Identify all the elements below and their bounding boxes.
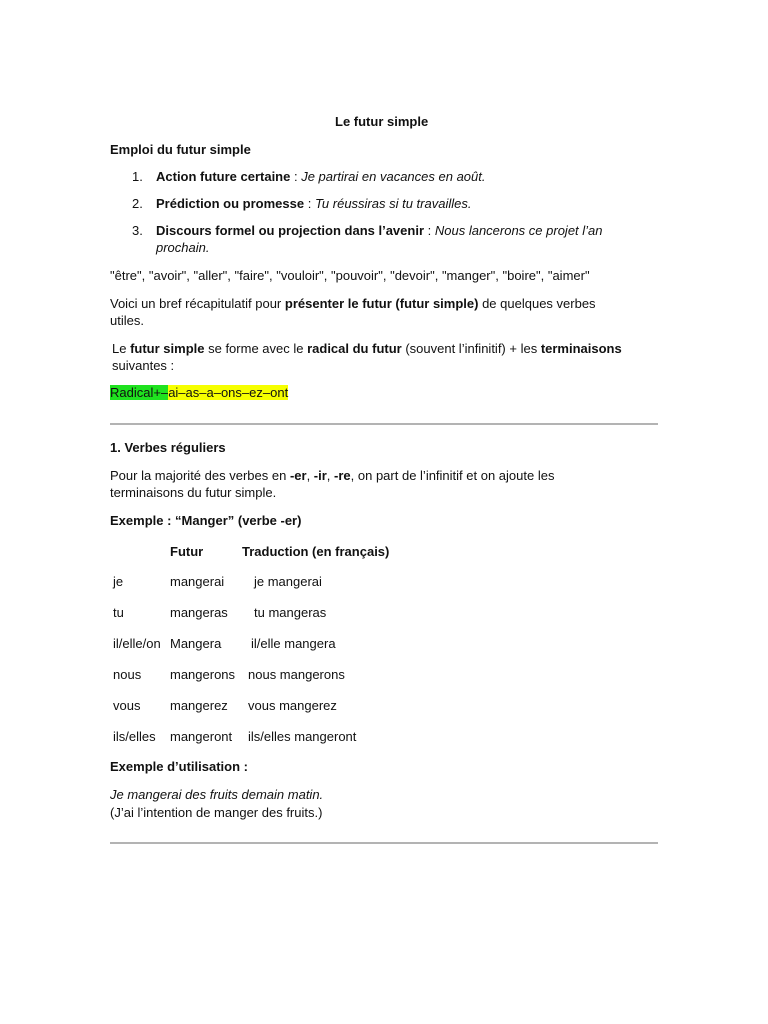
- table-cell-pronoun: ils/elles: [113, 729, 156, 744]
- section-heading: 1. Verbes réguliers: [110, 440, 226, 455]
- table-cell-future: Mangera: [170, 636, 222, 651]
- intro-ending-ir: -ir: [313, 468, 327, 483]
- table-cell-pronoun: vous: [113, 698, 141, 713]
- verbs-list-line: "être", "avoir", "aller", "faire", "vouloir", "pouvoir", "devoir", "manger", "boire", "aimer": [110, 268, 590, 283]
- formation-text: (souvent l’infinitif) + les: [401, 341, 541, 356]
- list-number: 2.: [132, 196, 143, 211]
- intro-comma: ,: [326, 468, 335, 483]
- formula-endings-highlight: ai–as–a–ons–ez–ont: [168, 385, 289, 400]
- usage-example-translation: (J’ai l’intention de manger des fruits.): [110, 805, 323, 820]
- table-cell-translation: vous mangerez: [248, 698, 337, 713]
- table-cell-future: mangeront: [170, 729, 233, 744]
- recap-bold: présenter le futur (futur simple): [284, 296, 479, 311]
- list-separator: :: [290, 169, 302, 184]
- list-text: [156, 168, 485, 185]
- table-cell-pronoun: nous: [113, 667, 142, 682]
- usage-heading: Emploi du futur simple: [110, 142, 251, 157]
- table-cell-future: mangeras: [170, 605, 228, 620]
- table-cell-pronoun: tu: [113, 605, 124, 620]
- formation-text: se forme avec le: [204, 341, 308, 356]
- table-cell-translation: il/elle mangera: [251, 636, 336, 651]
- intro-comma: ,: [306, 468, 314, 483]
- list-separator: :: [304, 196, 315, 211]
- recap-text-end: de quelques verbes utiles.: [110, 296, 596, 328]
- usage-example-heading: Exemple d’utilisation :: [110, 759, 248, 774]
- list-text: [156, 222, 626, 256]
- list-text: [156, 195, 471, 212]
- list-example: Tu réussiras si tu travailles.: [314, 196, 472, 211]
- table-header: Futur: [170, 544, 204, 559]
- table-cell-pronoun: il/elle/on: [113, 636, 161, 651]
- intro-ending-re: -re: [334, 468, 351, 483]
- table-cell-translation: tu mangeras: [254, 605, 327, 620]
- list-label: Discours formel ou projection dans l’avenir: [156, 223, 425, 238]
- table-cell-future: mangerons: [170, 667, 236, 682]
- table-cell-translation: nous mangerons: [248, 667, 345, 682]
- list-label: Action future certaine: [156, 169, 291, 184]
- endings-formula: [110, 384, 288, 401]
- table-cell-translation: ils/elles mangeront: [248, 729, 357, 744]
- list-separator: :: [424, 223, 435, 238]
- horizontal-divider: [110, 423, 658, 425]
- list-example: Nous lancerons ce projet l’an prochain.: [156, 223, 603, 255]
- intro-ending-er: -er: [289, 468, 307, 483]
- list-number: 3.: [132, 223, 143, 238]
- recap-paragraph: [110, 295, 630, 329]
- horizontal-divider: [110, 842, 658, 844]
- intro-text-end: , on part de l’infinitif et on ajoute les terminaisons du futur simple.: [110, 468, 555, 500]
- list-number: 1.: [132, 169, 143, 184]
- formation-bold: radical du futur: [307, 341, 402, 356]
- table-cell-translation: je mangerai: [254, 574, 322, 589]
- table-header: Traduction (en français): [242, 544, 390, 559]
- table-cell-pronoun: je: [113, 574, 124, 589]
- formation-bold: futur simple: [130, 341, 205, 356]
- formation-paragraph: [112, 340, 657, 374]
- recap-text: Voici un bref récapitulatif pour: [110, 296, 285, 311]
- formula-radical-highlight: Radical+–: [110, 385, 169, 400]
- page-title: Le futur simple: [335, 114, 429, 129]
- usage-example-sentence: Je mangerai des fruits demain matin.: [110, 787, 324, 802]
- section-intro: [110, 467, 620, 501]
- intro-text: Pour la majorité des verbes en: [110, 468, 290, 483]
- formation-text: suivantes :: [112, 358, 175, 373]
- table-cell-future: mangerai: [170, 574, 225, 589]
- example-heading: Exemple : “Manger” (verbe -er): [110, 513, 302, 528]
- list-example: Je partirai en vacances en août.: [301, 169, 486, 184]
- formation-text: Le: [112, 341, 131, 356]
- table-cell-future: mangerez: [170, 698, 228, 713]
- formation-bold: terminaisons: [540, 341, 622, 356]
- list-label: Prédiction ou promesse: [156, 196, 305, 211]
